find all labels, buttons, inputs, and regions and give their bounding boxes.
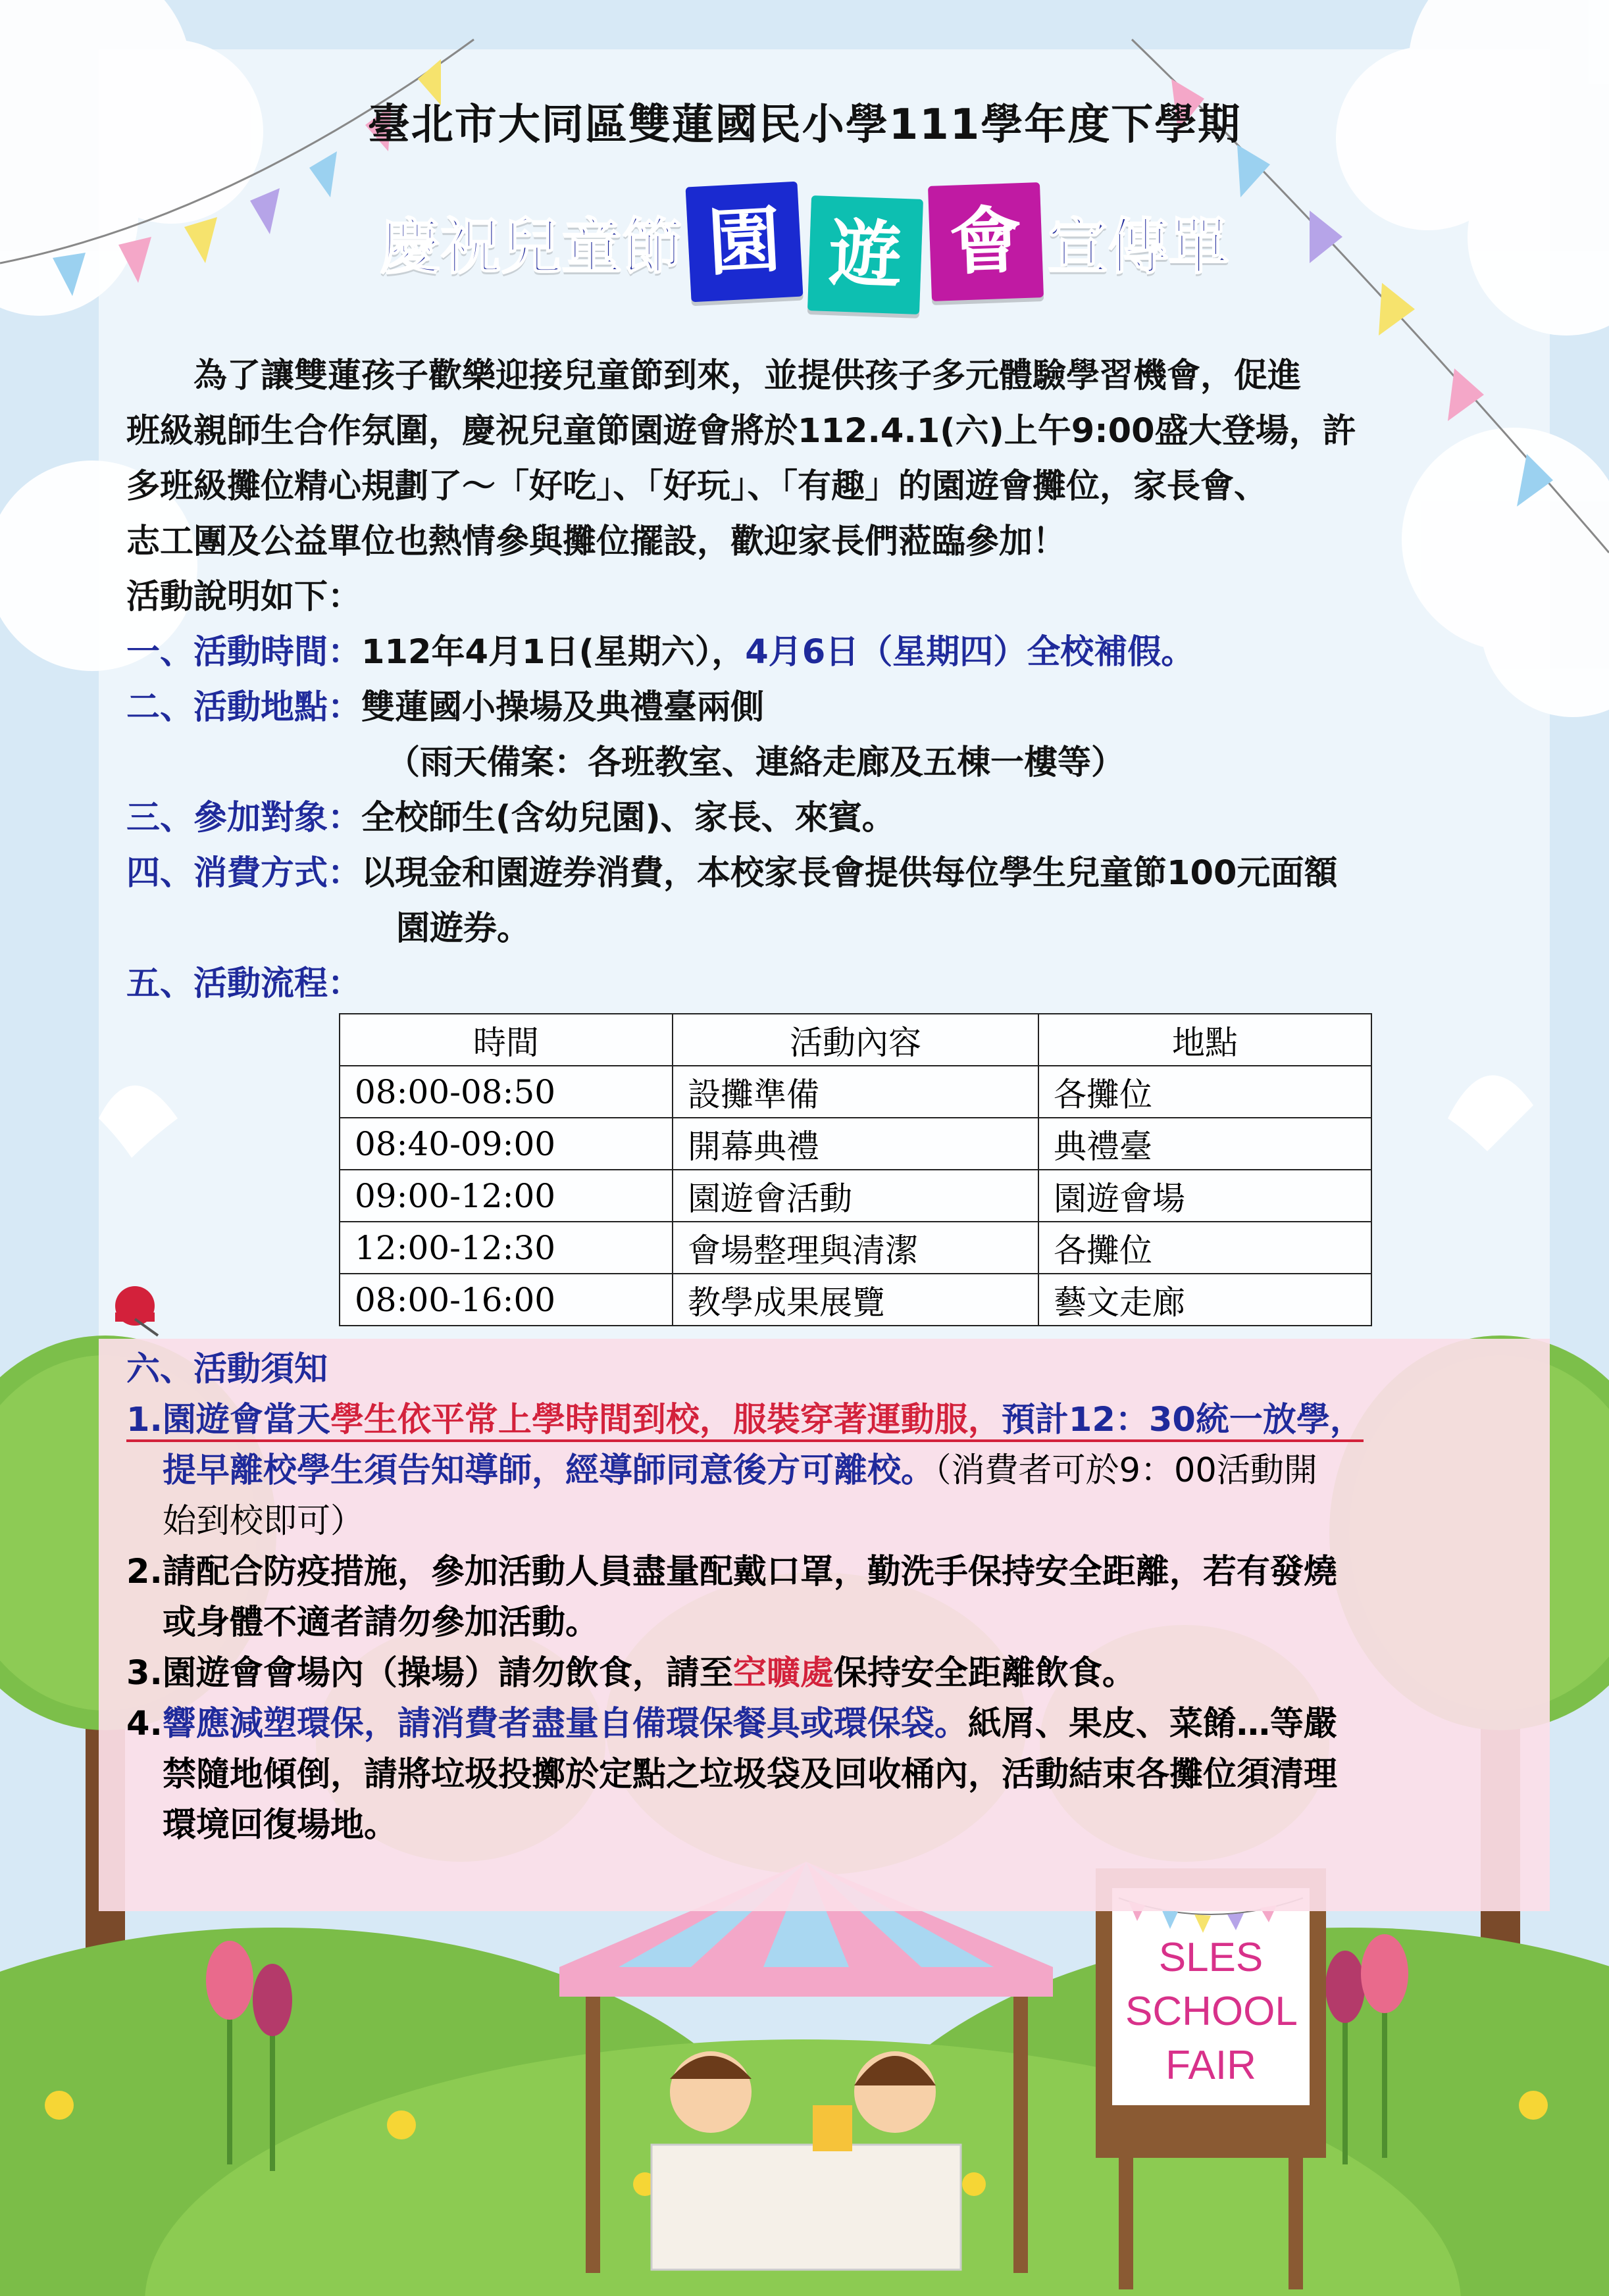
title-prefix: 慶祝兒童節 <box>380 211 683 282</box>
item-pay-value: 以現金和園遊券消費，本校家長會提供每位學生兒童節100元面額 <box>361 854 1338 893</box>
notice-4-b: 響應減塑環保，請消費者盡量自備環保餐具或環保袋。 <box>162 1705 968 1743</box>
table-header-row <box>340 1014 1371 1066</box>
notice-title: 六、活動須知 <box>126 1350 328 1389</box>
item-pay-label: 四、消費方式： <box>126 854 362 893</box>
item-place-label: 二、活動地點： <box>126 688 362 727</box>
item-place <box>126 680 1508 736</box>
main-content <box>126 349 1508 1012</box>
table-row <box>340 1170 1371 1222</box>
notice-1-line-2 <box>126 1445 1535 1496</box>
notice-4-c: 紙屑、果皮、菜餚…等嚴 <box>967 1705 1337 1743</box>
intro-line-1: 為了讓雙蓮孩子歡樂迎接兒童節到來，並提供孩子多元體驗學習機會，促進 <box>126 357 1302 395</box>
notice-1-a: 1.園遊會當天 <box>126 1401 330 1442</box>
notice-2-line-1: 2.請配合防疫措施，參加活動人員盡量配戴口罩，勤洗手保持安全距離，若有發燒 <box>126 1553 1337 1591</box>
notice-4-line-3: 環境回復場地。 <box>163 1806 398 1845</box>
school-subtitle: 臺北市大同區雙蓮國民小學111學年度下學期 <box>367 101 1242 149</box>
item-target-value: 全校師生(含幼兒園)、家長、來賓。 <box>361 799 896 837</box>
notice-3-a: 3.園遊會會場內（操場）請勿飲食，請至 <box>126 1654 733 1693</box>
notice-4-line-2: 禁隨地傾倒，請將垃圾投擲於定點之垃圾袋及回收桶內，活動結束各攤位須清理 <box>163 1755 1338 1794</box>
schedule-table <box>339 1013 1372 1326</box>
item-time-value: 112年4月1日(星期六）， <box>361 633 746 672</box>
table-cell-activity: 會場整理與清潔 <box>673 1222 1038 1274</box>
sign-line-1: SLES <box>1158 1935 1264 1980</box>
notice-1-line-3: 始到校即可） <box>163 1502 365 1541</box>
notice-1-f: （消費者可於9：00活動開 <box>934 1451 1317 1490</box>
table-row <box>340 1118 1371 1170</box>
table-cell-activity: 園遊會活動 <box>673 1170 1038 1222</box>
notice-4-line-1 <box>126 1699 1535 1749</box>
table-cell-place: 藝文走廊 <box>1038 1274 1371 1326</box>
sign-line-3: FAIR <box>1165 2043 1256 2088</box>
table-row <box>340 1066 1371 1118</box>
item-time-extra: 4月6日（星期四）全校補假。 <box>745 633 1195 672</box>
table-cell-place: 園遊會場 <box>1038 1170 1371 1222</box>
item-time-label: 一、活動時間： <box>126 633 362 672</box>
item-place-rain: （雨天備案：各班教室、連絡走廊及五棟一樓等） <box>386 743 1125 782</box>
page-title <box>0 171 1609 303</box>
table-cell-activity: 設攤準備 <box>673 1066 1038 1118</box>
title-box-2: 遊 <box>807 195 923 314</box>
title-box-3: 會 <box>928 182 1044 301</box>
table-cell-time: 08:00-16:00 <box>340 1274 673 1326</box>
intro-line-2: 班級親師生合作氛圍，慶祝兒童節園遊會將於112.4.1(六)上午9:00盛大登場，許 <box>126 412 1356 451</box>
notice-box <box>99 1339 1550 1911</box>
description-label: 活動說明如下： <box>126 578 362 616</box>
notice-2-line-2: 或身體不適者請勿參加活動。 <box>163 1603 600 1642</box>
table-cell-activity: 開幕典禮 <box>673 1118 1038 1170</box>
table-header-activity: 活動內容 <box>673 1014 1038 1066</box>
intro-line-4: 志工團及公益單位也熱情參與攤位擺設，歡迎家長們蒞臨參加！ <box>126 522 1067 561</box>
sign-text <box>1125 1931 1296 2093</box>
notice-3-c: 保持安全距離飲食。 <box>833 1654 1136 1693</box>
title-box-1: 園 <box>686 182 804 303</box>
table-cell-time: 09:00-12:00 <box>340 1170 673 1222</box>
table-cell-place: 典禮臺 <box>1038 1118 1371 1170</box>
notice-3-line-1 <box>126 1648 1535 1699</box>
table-header-time: 時間 <box>340 1014 673 1066</box>
item-target-label: 三、參加對象： <box>126 799 362 837</box>
item-pay <box>126 846 1508 901</box>
notice-1-e: 提早離校學生須告知導師，經導師同意後方可離校。 <box>163 1451 935 1490</box>
item-target <box>126 791 1508 846</box>
sign-line-2: SCHOOL <box>1125 1989 1298 2034</box>
table-cell-time: 12:00-12:30 <box>340 1222 673 1274</box>
table-cell-place: 各攤位 <box>1038 1222 1371 1274</box>
intro-line-3: 多班級攤位精心規劃了～「好吃」、「好玩」、「有趣」的園遊會攤位，家長會、 <box>126 467 1268 506</box>
table-cell-time: 08:40-09:00 <box>340 1118 673 1170</box>
item-flow-label: 五、活動流程： <box>126 964 362 1003</box>
notice-1-c: 服裝穿著運動服， <box>733 1401 1002 1442</box>
table-cell-time: 08:00-08:50 <box>340 1066 673 1118</box>
item-place-value: 雙蓮國小操場及典禮臺兩側 <box>361 688 765 727</box>
item-pay-value-2: 園遊券。 <box>396 909 531 948</box>
table-cell-activity: 教學成果展覽 <box>673 1274 1038 1326</box>
title-suffix: 宣傳單 <box>1047 211 1229 282</box>
table-cell-place: 各攤位 <box>1038 1066 1371 1118</box>
notice-1-line-1 <box>126 1395 1535 1445</box>
table-row <box>340 1274 1371 1326</box>
notice-4-a: 4. <box>126 1705 163 1743</box>
table-row <box>340 1222 1371 1274</box>
item-time <box>126 625 1508 680</box>
notice-1-b: 學生依平常上學時間到校， <box>330 1401 733 1442</box>
notice-1-d: 預計12：30統一放學， <box>1002 1401 1364 1442</box>
notice-3-b: 空曠處 <box>732 1654 834 1693</box>
table-header-place: 地點 <box>1038 1014 1371 1066</box>
